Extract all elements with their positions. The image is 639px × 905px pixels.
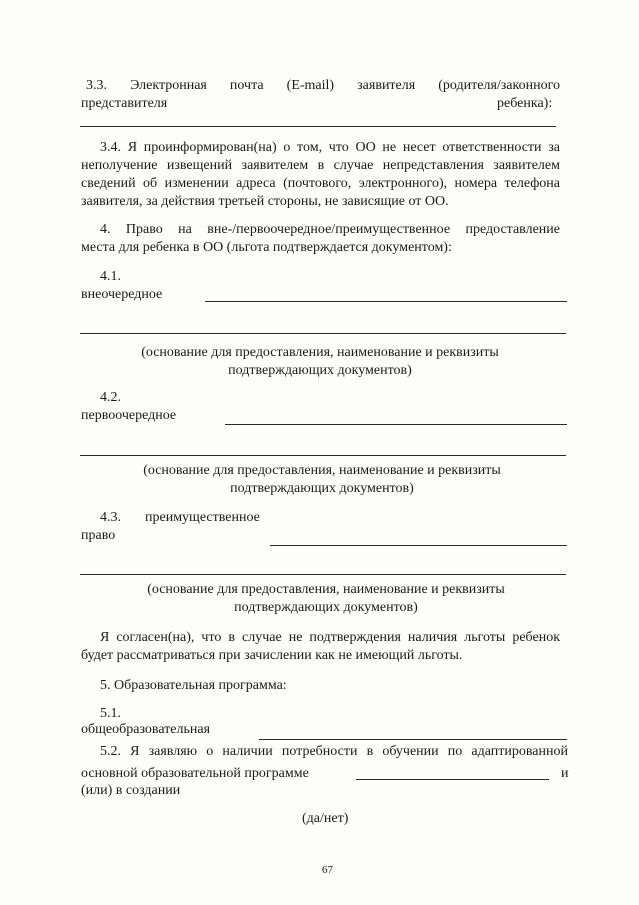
item-5-1-label: общеобразовательная xyxy=(81,722,211,737)
consent-line-1: Я согласен(на), что в случае не подтверждения наличия льготы ребенок xyxy=(100,630,560,645)
item-5-1-input-line[interactable] xyxy=(259,739,567,740)
item-4-3-basis-line[interactable] xyxy=(80,574,566,575)
item-5-1-number: 5.1. xyxy=(100,706,121,721)
item-4-2-caption-2: подтверждающих документов) xyxy=(230,481,414,496)
item-4-2-number: 4.2. xyxy=(100,390,121,405)
item-5-2-and: и xyxy=(561,766,569,781)
notice-line-1: 3.4. Я проинформирован(на) о том, что ОО не несет ответственности за xyxy=(100,140,560,155)
item-5-2-line-2: основной образовательной программе xyxy=(81,766,309,781)
notice-line-3: сведений об изменении адреса (почтового, электронного), номера телефона xyxy=(81,176,560,191)
item-4-2-label: первоочередное xyxy=(81,408,177,423)
notice-line-4: заявителя, за действия третьей стороны, не зависящие от ОО. xyxy=(81,194,449,209)
item-4-1-caption-2: подтверждающих документов) xyxy=(228,363,412,378)
item-4-3-caption-1: (основание для предоставления, наименование и реквизиты xyxy=(147,582,505,597)
consent-line-2: будет рассматриваться при зачислении как не имеющий льготы. xyxy=(81,648,463,663)
email-label-right: ребенка): xyxy=(497,96,553,111)
privilege-heading-2: места для ребенка в ОО (льгота подтверждается документом): xyxy=(81,240,452,255)
item-4-3-input-line[interactable] xyxy=(270,545,567,546)
yes-no-caption: (да/нет) xyxy=(302,811,349,826)
program-heading: 5. Образовательная программа: xyxy=(100,678,287,693)
item-4-2-basis-line[interactable] xyxy=(80,455,566,456)
email-input-line[interactable] xyxy=(80,126,556,127)
item-4-1-number: 4.1. xyxy=(100,269,121,284)
item-5-2-line-3: (или) в создании xyxy=(81,783,181,798)
email-label: 3.3. Электронная почта (E-mail) заявителя (родителя/законного xyxy=(86,78,560,93)
email-label-left: представителя xyxy=(81,96,168,111)
page-number: 67 xyxy=(322,864,333,876)
item-4-1-label: внеочередное xyxy=(81,287,163,302)
notice-line-2: неполучение извещений заявителем в случае непредставления заявителем xyxy=(81,158,560,173)
item-4-1-input-line[interactable] xyxy=(205,301,567,302)
item-4-3-caption-2: подтверждающих документов) xyxy=(234,600,418,615)
item-4-1-caption-1: (основание для предоставления, наименование и реквизиты xyxy=(141,345,499,360)
item-4-3-label-2: право xyxy=(81,528,116,543)
item-5-2-input-line[interactable] xyxy=(356,779,549,780)
item-4-2-caption-1: (основание для предоставления, наименование и реквизиты xyxy=(143,463,501,478)
privilege-heading-1: 4. Право на вне-/первоочередное/преимущественное предоставление xyxy=(100,222,560,237)
item-5-2-line-1: 5.2. Я заявляю о наличии потребности в обучении по адаптированной xyxy=(100,744,568,759)
item-4-3-number: 4.3. xyxy=(100,510,121,525)
item-4-1-basis-line[interactable] xyxy=(80,333,566,334)
item-4-3-label: преимущественное xyxy=(145,510,260,525)
item-4-2-input-line[interactable] xyxy=(225,424,567,425)
